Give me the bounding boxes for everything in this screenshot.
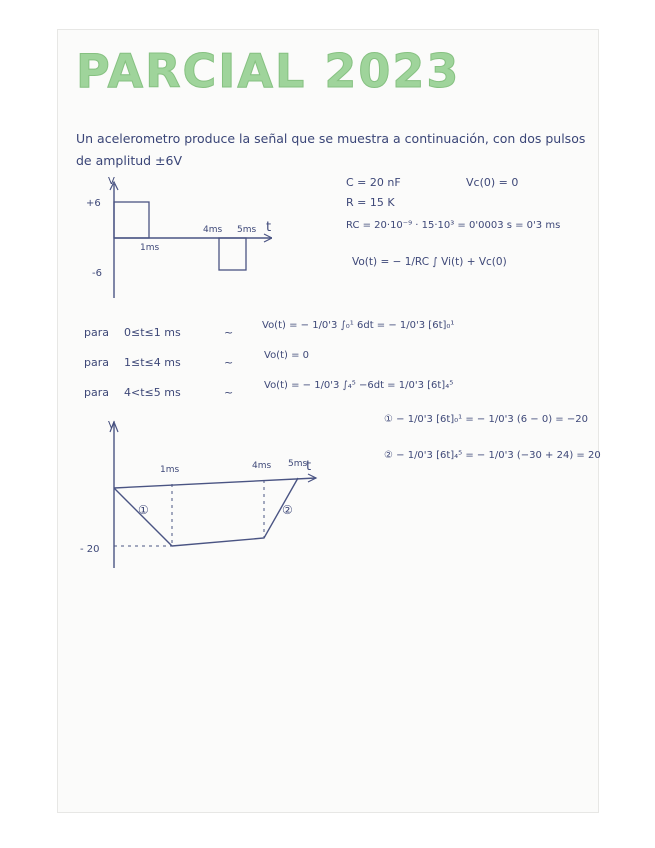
input-pulse-negative bbox=[219, 238, 246, 270]
case-expr-1: Vo(t) = − 1/0'3 ∫₀¹ 6dt = − 1/0'3 [6t]₀¹ bbox=[262, 320, 455, 331]
output-marker-2: ② bbox=[282, 503, 293, 517]
param-capacitance: C = 20 nF bbox=[346, 176, 401, 189]
case-label-3: para bbox=[84, 386, 109, 399]
case-expr-3: Vo(t) = − 1/0'3 ∫₄⁵ −6dt = 1/0'3 [6t]₄⁵ bbox=[264, 380, 454, 391]
param-initial-voltage: Vc(0) = 0 bbox=[466, 176, 519, 189]
output-y-label: V bbox=[108, 420, 115, 431]
input-signal-chart bbox=[82, 176, 272, 306]
page-title: PARCIAL 2023 bbox=[76, 44, 461, 98]
input-y-label: V bbox=[108, 176, 115, 187]
case-range-2: 1≤t≤4 ms bbox=[124, 356, 181, 369]
intro-line-2: de amplitud ±6V bbox=[76, 153, 183, 168]
case-expr-2: Vo(t) = 0 bbox=[264, 350, 310, 361]
input-tick-neg6: -6 bbox=[92, 268, 102, 279]
intro-line-1: Un acelerometro produce la señal que se muestra a continuación, con dos pulsos bbox=[76, 131, 586, 146]
case-range-1: 0≤t≤1 ms bbox=[124, 326, 181, 339]
problem-statement bbox=[76, 128, 596, 172]
output-x-label: t bbox=[306, 459, 312, 474]
case-label-2: para bbox=[84, 356, 109, 369]
case-arrow-2: ~ bbox=[224, 356, 234, 369]
case-label-1: para bbox=[84, 326, 109, 339]
input-tick-1ms: 1ms bbox=[140, 243, 160, 253]
output-tick-neg20: - 20 bbox=[80, 544, 100, 555]
case-range-3: 4<t≤5 ms bbox=[124, 386, 181, 399]
case-arrow-1: ~ bbox=[224, 326, 234, 339]
result-1: ① − 1/0'3 [6t]₀¹ = − 1/0'3 (6 − 0) = −20 bbox=[384, 414, 588, 425]
output-tick-5ms: 5ms bbox=[288, 459, 308, 469]
output-marker-1: ① bbox=[138, 503, 149, 517]
input-pulse-positive bbox=[114, 202, 149, 238]
output-signal-chart bbox=[80, 418, 320, 578]
result-2: ② − 1/0'3 [6t]₄⁵ = − 1/0'3 (−30 + 24) = 20 bbox=[384, 450, 601, 461]
param-rc: RC = 20·10⁻⁹ · 15·10³ = 0'0003 s = 0'3 ms bbox=[346, 220, 561, 231]
input-tick-pos6: +6 bbox=[86, 198, 101, 209]
input-x-label: t bbox=[266, 220, 272, 235]
param-resistance: R = 15 K bbox=[346, 196, 395, 209]
input-tick-4ms: 4ms bbox=[203, 225, 223, 235]
case-arrow-3: ~ bbox=[224, 386, 234, 399]
output-tick-1ms: 1ms bbox=[160, 465, 180, 475]
output-tick-4ms: 4ms bbox=[252, 461, 272, 471]
input-tick-5ms: 5ms bbox=[237, 225, 257, 235]
param-vo-formula: Vo(t) = − 1/RC ∫ Vi(t) + Vc(0) bbox=[352, 256, 507, 268]
